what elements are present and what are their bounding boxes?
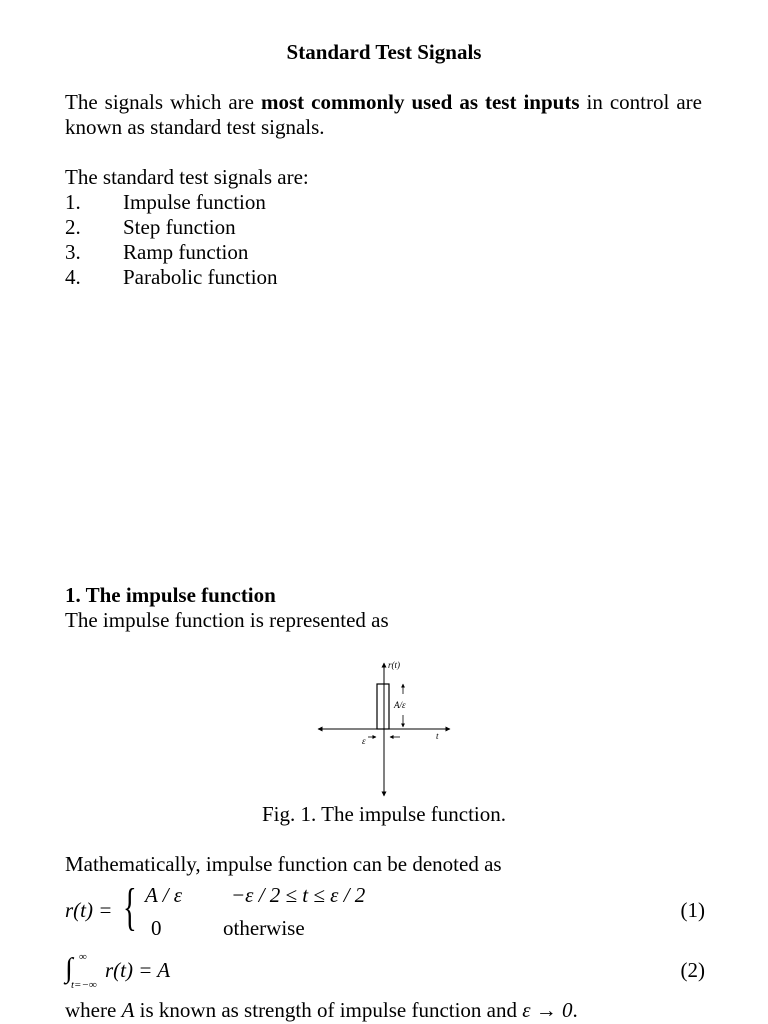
eq2-body: r(t) = A <box>105 958 171 982</box>
intro-text-bold: most commonly used as test inputs <box>260 90 580 114</box>
where-limit: ε → 0 <box>522 998 573 1022</box>
section-line: The impulse function is represented as <box>65 608 389 632</box>
impulse-pulse <box>377 684 389 729</box>
where-text-1: where <box>65 998 122 1022</box>
list-item-number: 1. <box>65 190 81 214</box>
where-text-3: . <box>572 998 578 1022</box>
page-title: Standard Test Signals <box>286 40 482 64</box>
signal-list <box>65 190 278 290</box>
eq1-lhs: r(t) = <box>65 898 113 922</box>
height-label: A/ε <box>394 700 406 710</box>
list-item-label: Impulse function <box>123 190 266 214</box>
eq1-case2-condition: otherwise <box>223 916 305 940</box>
figure-caption: Fig. 1. The impulse function. <box>261 802 506 826</box>
list-item-number: 2. <box>65 215 81 239</box>
list-item-label: Step function <box>123 215 236 239</box>
where-line <box>65 998 578 1023</box>
list-item <box>65 265 278 290</box>
eq2-lower-limit: t=−∞ <box>71 979 97 991</box>
integral-sign: ∫ <box>65 953 73 984</box>
where-var-a: A <box>121 998 135 1022</box>
list-item-label: Ramp function <box>123 240 249 264</box>
list-item-number: 4. <box>65 265 81 289</box>
list-item-number: 3. <box>65 240 81 264</box>
eq1-case1-condition: −ε / 2 ≤ t ≤ ε / 2 <box>231 883 366 907</box>
list-item <box>65 215 278 240</box>
equation-2 <box>65 951 705 991</box>
intro-text-after: in control are known as standard test signals. <box>65 90 702 139</box>
intro-paragraph <box>65 90 702 140</box>
list-item-label: Parabolic function <box>123 265 278 289</box>
where-text-2: is known as strength of impulse function and <box>134 998 523 1022</box>
list-item <box>65 240 278 265</box>
eq2-upper-limit: ∞ <box>79 951 87 963</box>
y-axis-label: r(t) <box>388 660 400 670</box>
eq1-number: (1) <box>680 898 705 922</box>
impulse-figure <box>312 656 456 800</box>
math-intro: Mathematically, impulse function can be denoted as <box>65 852 502 876</box>
list-item <box>65 190 278 215</box>
x-axis-label: t <box>436 731 439 741</box>
equation-1 <box>65 880 705 942</box>
intro-text-before: The signals which are <box>65 90 261 114</box>
eq2-number: (2) <box>680 958 705 982</box>
list-lead: The standard test signals are: <box>65 165 309 189</box>
eq1-case1-value: A / ε <box>145 883 183 907</box>
section-heading: 1. The impulse function <box>65 583 276 607</box>
eq1-brace: { <box>123 879 137 936</box>
width-label: ε <box>362 736 366 746</box>
eq1-case2-value: 0 <box>151 916 162 940</box>
